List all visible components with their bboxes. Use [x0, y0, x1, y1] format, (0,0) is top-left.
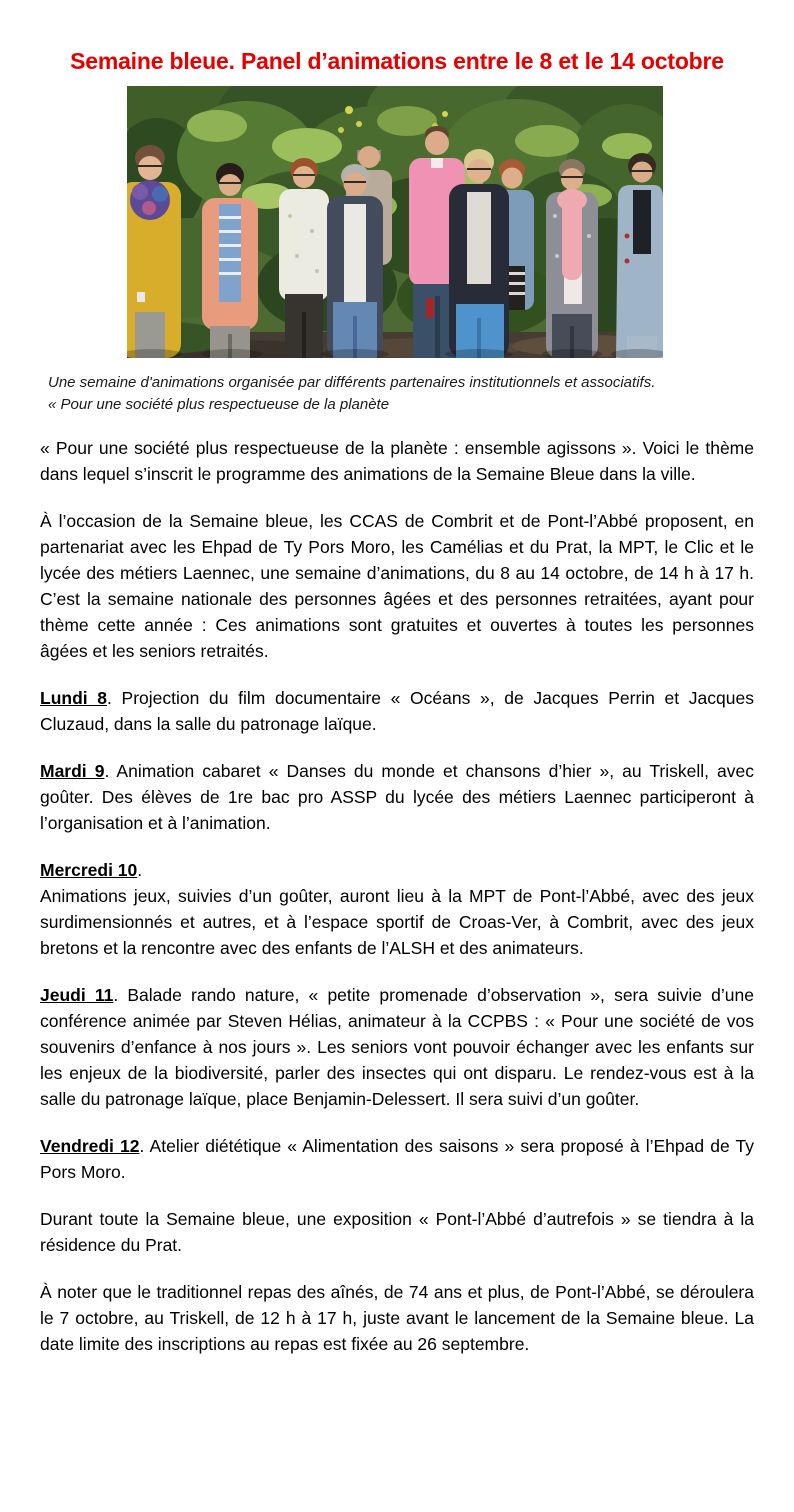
paragraph-intro: « Pour une société plus respectueuse de la planète : ensemble agissons ». Voici le thème dans lequel s’inscrit le programme des animations de la Semaine Bleue dans la ville.: [40, 438, 754, 485]
page-title: Semaine bleue. Panel d’animations entre le 8 et le 14 octobre: [70, 48, 724, 74]
event-sep: .: [107, 688, 122, 709]
group-photo: [127, 86, 663, 358]
photo-caption: [48, 372, 754, 416]
event-day-mercredi: Mercredi 10: [40, 860, 138, 881]
photo-caption-line1: Une semaine d'animations organisée par différents partenaires institutionnels et associatifs.: [48, 374, 656, 392]
event-text-vendredi: Atelier diététique « Alimentation des saisons » sera proposé à l’Ehpad de Ty Pors Moro.: [40, 1136, 754, 1183]
event-paragraph-lundi: [40, 685, 754, 737]
event-text-mercredi: Animations jeux, suivies d’un goûter, auront lieu à la MPT de Pont-l’Abbé, avec des jeux surdimensionnés et autres, et à l’espace sportif de Croas-Ver, à Combrit, avec des jeux bretons et la rencontre avec des enfants de l’ALSH et des animateurs.: [40, 886, 754, 959]
photo-caption-line2: « Pour une société plus respectueuse de la planète: [48, 396, 390, 414]
event-day-vendredi: Vendredi 12: [40, 1136, 140, 1157]
event-sep: .: [104, 761, 117, 782]
event-day-mardi: Mardi 9: [40, 761, 105, 782]
article-body: [40, 435, 754, 1357]
event-paragraph-vendredi: [40, 1133, 754, 1185]
event-day-jeudi: Jeudi 11: [40, 985, 114, 1006]
event-paragraph-mercredi: [40, 857, 754, 961]
event-text-lundi: Projection du film documentaire « Océans », de Jacques Perrin et Jacques Cluzaud, dans la salle du patronage laïque.: [40, 688, 754, 735]
event-sep: .: [137, 860, 143, 881]
event-paragraph-mardi: [40, 758, 754, 836]
event-sep: .: [113, 985, 128, 1006]
paragraph-exposition: Durant toute la Semaine bleue, une exposition « Pont-l’Abbé d’autrefois » se tiendra à la résidence du Prat.: [40, 1209, 754, 1256]
paragraph-presentation: À l’occasion de la Semaine bleue, les CCAS de Combrit et de Pont-l’Abbé proposent, en partenariat avec les Ehpad de Ty Pors Moro, les Camélias et du Prat, la MPT, le Clic et le lycée des métiers Laennec, une semaine d’animations, du 8 au 14 octobre, de 14 h à 17 h. C’est la semaine nationale des personnes âgées et des personnes retraitées, ayant pour thème cette année : Ces animations sont gratuites et ouvertes à toutes les personnes âgées et les seniors retraités.: [40, 511, 754, 662]
event-text-jeudi: Balade rando nature, « petite promenade d’observation », sera suivie d’une conférence animée par Steven Hélias, animateur à la CCPBS : « Pour une société de vos souvenirs d’enfance à nos jours ». Les seniors vont pouvoir échanger avec les enfants sur les enjeux de la biodiversité, parler des insectes qui ont disparu. Le rendez-vous est à la salle du patronage laïque, place Benjamin-Delessert. Il sera suivi d’un goûter.: [40, 985, 754, 1110]
event-day-lundi: Lundi 8: [40, 688, 108, 709]
paragraph-note: À noter que le traditionnel repas des aînés, de 74 ans et plus, de Pont-l’Abbé, se déroulera le 7 octobre, au Triskell, de 12 h à 17 h, juste avant le lancement de la Semaine bleue. La date limite des inscriptions au repas est fixée au 26 septembre.: [40, 1282, 754, 1355]
group-photo-illustration: [127, 86, 663, 358]
event-text-mardi: Animation cabaret « Danses du monde et chansons d’hier », au Triskell, avec goûter. Des élèves de 1re bac pro ASSP du lycée des métiers Laennec participeront à l’organisation et à l’animation.: [40, 761, 754, 834]
event-paragraph-jeudi: [40, 982, 754, 1112]
event-sep: .: [139, 1136, 150, 1157]
